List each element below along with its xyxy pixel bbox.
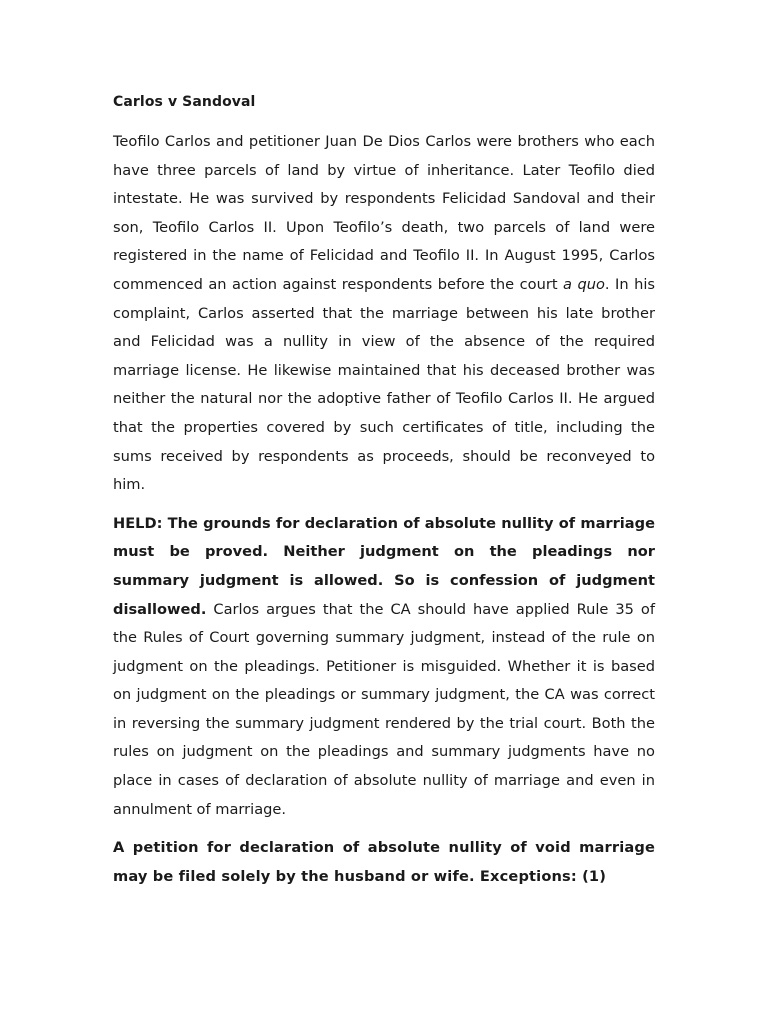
- petition-bold-statement: A petition for declaration of absolute nullity of void marriage may be filed solely by the husband or wife. Exceptions: (1): [113, 839, 655, 885]
- facts-text-part-2: . In his complaint, Carlos asserted that the marriage between his late brother and Felicidad was a nullity in view of the absence of the required marriage license. He likewise maintained that his deceased brother was neither the natural nor the adoptive father of Teofilo Carlos II. He argued that the properties covered by such certificates of title, including the sums received by respondents as proceeds, should be reconveyed to him.: [113, 275, 655, 494]
- document-body: [113, 92, 655, 891]
- case-title: Carlos v Sandoval: [113, 94, 256, 110]
- held-text: Carlos argues that the CA should have applied Rule 35 of the Rules of Court governing summary judgment, instead of the rule on judgment on the pleadings. Petitioner is misguided. Whether it is based on judgment on the pleadings or summary judgment, the CA was correct in reversing the summary judgment rendered by the trial court. Both the rules on judgment on the pleadings and summary judgments have no place in cases of declaration of absolute nullity of marriage and even in annulment of marriage.: [113, 600, 655, 818]
- facts-italic-term: a quo: [563, 275, 605, 293]
- held-paragraph: [113, 510, 655, 825]
- held-bold-statement: HELD: The grounds for declaration of absolute nullity of marriage must be proved. Neither judgment on the pleadings nor summary judgment is allowed. So is confession of judgment disallowed.: [113, 514, 655, 618]
- petition-paragraph: [113, 834, 655, 891]
- facts-text-part-1: Teofilo Carlos and petitioner Juan De Dios Carlos were brothers who each have three parcels of land by virtue of inheritance. Later Teofilo died intestate. He was survived by respondents Felicidad Sandoval and their son, Teofilo Carlos II. Upon Teofilo’s death, two parcels of land were registered in the name of Felicidad and Teofilo II. In August 1995, Carlos commenced an action against respondents before the court: [113, 133, 655, 293]
- facts-paragraph: [113, 128, 655, 500]
